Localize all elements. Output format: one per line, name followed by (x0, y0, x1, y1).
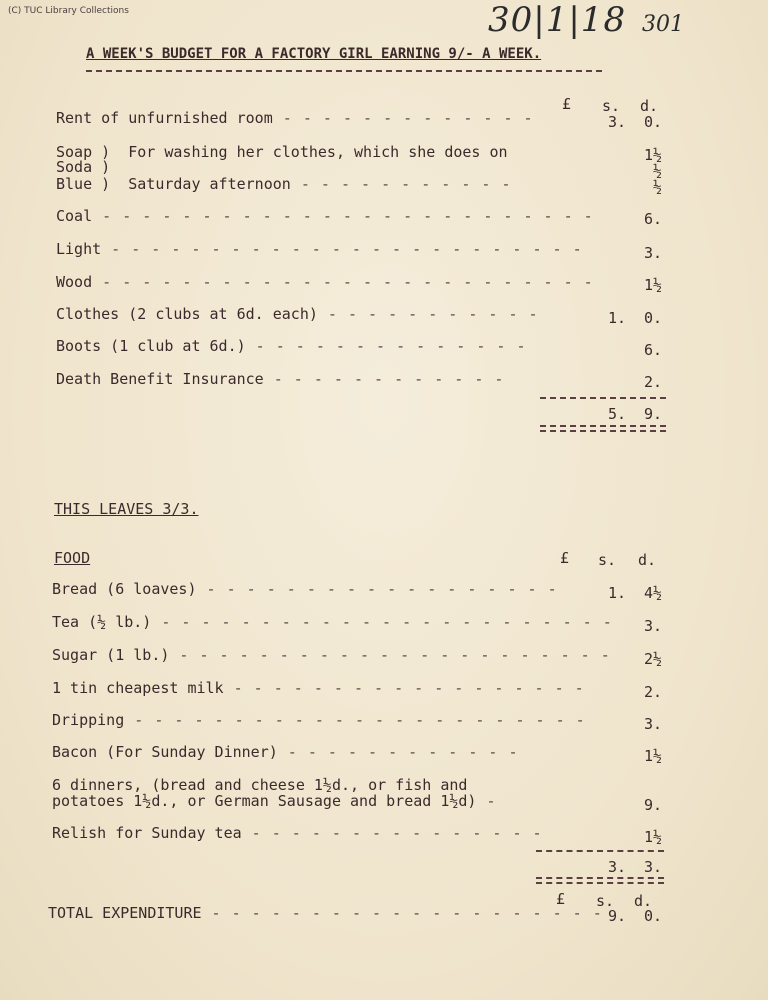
food-row-dinners-line2 (52, 792, 497, 810)
leader-dashes: - - - - - - - - - - - - - - - - - - - - - - (169, 646, 611, 664)
total-expenditure-row (48, 904, 603, 922)
light-pence: 3. (643, 244, 662, 262)
food-row-milk (52, 679, 585, 697)
bacon-pence: 1½ (643, 747, 662, 765)
bread-pence: 4½ (643, 584, 662, 602)
copyright-notice: (C) TUC Library Collections (8, 6, 129, 16)
total-header-shillings: s. (596, 892, 615, 910)
soda-pence: ½ (652, 162, 662, 180)
food-row-sugar (52, 646, 611, 664)
clothes-pence: 0. (643, 309, 662, 327)
row-label: potatoes 1½d., or German Sausage and bread 1½d) (52, 792, 477, 810)
leader-dashes: - - - - - - - - - - - - (277, 743, 519, 761)
leader-dashes: - - - - - - - - - - - - - - - - - - - - - - - (124, 711, 586, 729)
total-shillings: 9. (607, 907, 626, 925)
row-label: Wood (56, 273, 93, 291)
boots-pence: 6. (643, 341, 662, 359)
leader-dashes: - - - - - - - - - - - (317, 305, 539, 323)
food-header-pence: d. (638, 551, 657, 569)
total-pence: 0. (643, 907, 662, 925)
title-rule (86, 70, 602, 72)
row-label: Dripping (52, 711, 125, 729)
dripping-pence: 3. (643, 715, 662, 733)
total-header-pounds: £ (556, 890, 566, 908)
food-subtotal-pence: 3. (643, 858, 662, 876)
leader-dashes: - - - - - - - - - - - - - - - - - - - - (201, 904, 603, 922)
budget-row-light (56, 240, 583, 258)
wood-pence: 1½ (643, 276, 662, 294)
row-label: 1 tin cheapest milk (52, 679, 224, 697)
leader-dashes: - - - - - - - - - - - - - (272, 109, 534, 127)
budget-row-rent (56, 109, 534, 127)
blue-pence: ½ (652, 178, 662, 196)
budget-row-coal (56, 207, 594, 225)
coal-pence: 6. (643, 210, 662, 228)
food-subtotal-shillings: 3. (607, 858, 626, 876)
subtotal-double-rule (540, 425, 666, 432)
food-header-shillings: s. (598, 551, 617, 569)
row-label: Relish for Sunday tea (52, 824, 242, 842)
budget-row-boots (56, 337, 527, 355)
leader-dashes: - - - - - - - - - - - - - - - - - - - - - - - - (101, 240, 583, 258)
leader-dashes: - - - - - - - - - - - - - - - - - - - - - - - (151, 613, 613, 631)
row-label: Clothes (2 clubs at 6d. each) (56, 305, 318, 323)
leader-dashes: - (476, 792, 497, 810)
leader-dashes: - - - - - - - - - - - - (263, 370, 505, 388)
leader-dashes: - - - - - - - - - - - - - - - - - - (196, 580, 558, 598)
relish-pence: 1½ (643, 828, 662, 846)
budget-row-wood (56, 273, 594, 291)
leader-dashes: - - - - - - - - - - - - - - - - - - - - - - - - - (92, 207, 594, 225)
milk-pence: 2. (643, 683, 662, 701)
budget-header-pounds: £ (562, 95, 572, 113)
budget-header-shillings: s. (602, 97, 621, 115)
row-label: Tea (½ lb.) (52, 613, 152, 631)
food-subtotal-double-rule (536, 877, 664, 884)
budget-row-soda: Soda ) (56, 158, 111, 176)
budget-row-blue (56, 175, 512, 193)
budget-row-soap: Soap ) For washing her clothes, which she does on (56, 143, 508, 161)
food-header-pounds: £ (560, 549, 570, 567)
rent-pence: 0. (643, 113, 662, 131)
bread-shillings: 1. (607, 584, 626, 602)
row-label: Boots (1 club at 6d.) (56, 337, 246, 355)
food-row-bacon (52, 743, 519, 761)
row-label: Rent of unfurnished room (56, 109, 273, 127)
food-row-bread (52, 580, 558, 598)
budget-row-clothes (56, 305, 539, 323)
budget-row-death-benefit (56, 370, 504, 388)
handwritten-page-number: 301 (642, 12, 684, 37)
food-subtotal-rule (536, 850, 664, 852)
sugar-pence: 2½ (643, 650, 662, 668)
clothes-shillings: 1. (607, 309, 626, 327)
dinners-pence: 9. (643, 796, 662, 814)
leader-dashes: - - - - - - - - - - - - - - - (241, 824, 543, 842)
row-label: Death Benefit Insurance (56, 370, 264, 388)
leader-dashes: - - - - - - - - - - - - - - (245, 337, 527, 355)
budget-subtotal-pence: 9. (643, 405, 662, 423)
row-label: Sugar (1 lb.) (52, 646, 170, 664)
tea-pence: 3. (643, 617, 662, 635)
row-label: Bacon (For Sunday Dinner) (52, 743, 278, 761)
soap-pence: 1½ (643, 146, 662, 164)
handwritten-reference: 30|1|18 (488, 0, 627, 40)
subtotal-rule (540, 397, 666, 399)
budget-header-pence: d. (640, 97, 659, 115)
food-row-dripping (52, 711, 586, 729)
food-heading: FOOD (54, 549, 91, 567)
leader-dashes: - - - - - - - - - - - - - - - - - - (223, 679, 585, 697)
row-label: Light (56, 240, 102, 258)
total-header-pence: d. (634, 892, 653, 910)
row-label: Blue ) Saturday afternoon (56, 175, 291, 193)
food-row-tea (52, 613, 613, 631)
food-row-dinners-line1: 6 dinners, (bread and cheese 1½d., or fish and (52, 776, 468, 794)
total-label: TOTAL EXPENDITURE (48, 904, 202, 922)
food-row-relish (52, 824, 543, 842)
death-benefit-pence: 2. (643, 373, 662, 391)
row-label: Coal (56, 207, 93, 225)
document-title: A WEEK'S BUDGET FOR A FACTORY GIRL EARNING 9/- A WEEK. (86, 46, 542, 62)
rent-shillings: 3. (607, 113, 626, 131)
leaves-heading: THIS LEAVES 3/3. (54, 500, 199, 518)
budget-subtotal-shillings: 5. (607, 405, 626, 423)
leader-dashes: - - - - - - - - - - - - - - - - - - - - - - - - - (92, 273, 594, 291)
row-label: Bread (6 loaves) (52, 580, 197, 598)
leader-dashes: - - - - - - - - - - - (290, 175, 512, 193)
